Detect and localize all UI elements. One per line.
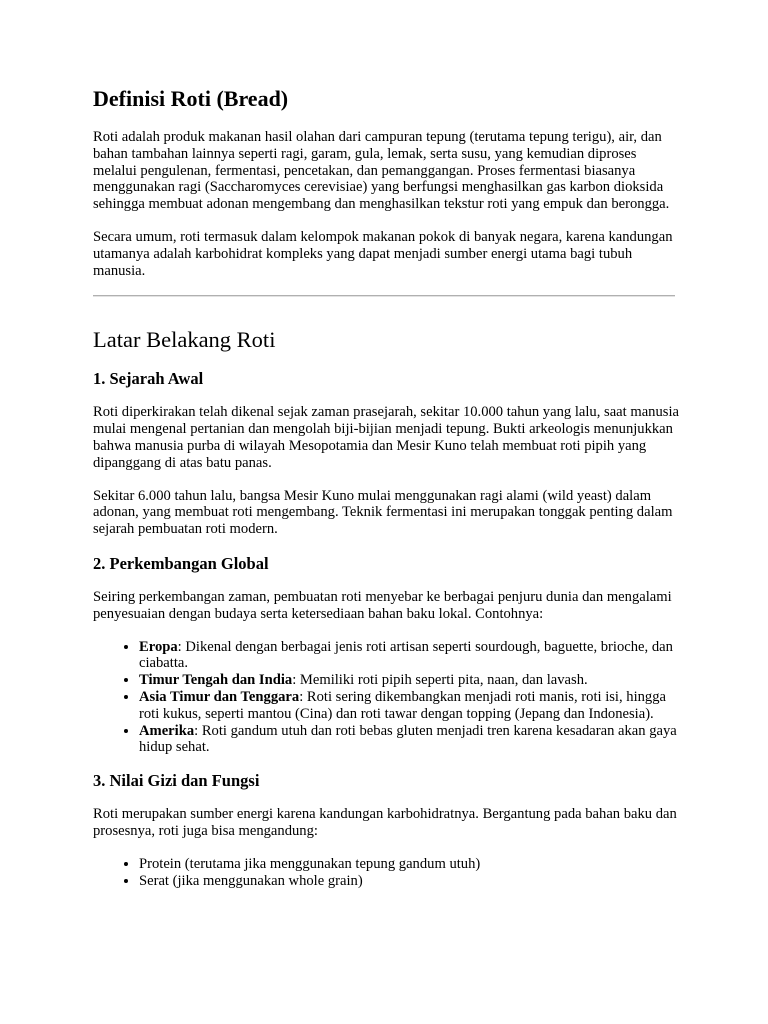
list-item [139, 672, 683, 689]
list-item-text: : Roti sering dikembangkan menjadi roti manis, roti isi, hingga roti kukus, seperti mantou (Cina) dan roti tawar dengan topping (Jepang dan Indonesia). [139, 688, 667, 722]
list-item-text: : Roti gandum utuh dan roti bebas gluten menjadi tren karena kesadaran akan gaya hidup sehat. [139, 722, 677, 756]
list-item-term: Asia Timur dan Tenggara [139, 688, 300, 705]
intro-paragraph-2: Secara umum, roti termasuk dalam kelompok makanan pokok di banyak negara, karena kandungan utamanya adalah karbohidrat kompleks yang dapat menjadi sumber energi utama bagi tubuh manusia. [93, 228, 673, 279]
list-item-term: Amerika [139, 722, 195, 739]
subsection-heading-sejarah: 1. Sejarah Awal [93, 369, 204, 389]
sejarah-paragraph-1: Roti diperkirakan telah dikenal sejak zaman prasejarah, sekitar 10.000 tahun yang lalu, saat manusia mulai mengenal pertanian dan mengolah biji-bijian menjadi tepung. Bukti arkeologis menunjukkan bahwa manusia purba di wilayah Mesopotamia dan Mesir Kuno telah membuat roti pipih yang dipanggang di atas batu panas. [93, 404, 679, 471]
nutrient-list [93, 856, 683, 890]
list-item [139, 723, 683, 757]
nilai-gizi-paragraph: Roti merupakan sumber energi karena kandungan karbohidratnya. Bergantung pada bahan baku dan prosesnya, roti juga bisa mengandung: [93, 806, 677, 839]
section-divider [93, 295, 675, 297]
list-item: • Protein (terutama jika menggunakan tepung gandum utuh) [139, 856, 683, 873]
intro-paragraph-1: Roti adalah produk makanan hasil olahan dari campuran tepung (terutama tepung terigu), air, dan bahan tambahan lainnya seperti ragi, garam, gula, lemak, serta susu, yang kemudian diproses melalui pengulenan, fermentasi, pencetakan, dan pemanggangan. Proses fermentasi biasanya menggunakan ragi (Saccharomyces cerevisiae) yang berfungsi menghasilkan gas karbon dioksida sehingga membuat adonan mengembang dan menghasilkan tekstur roti yang empuk dan berongga. [93, 129, 670, 213]
list-item-text: : Memiliki roti pipih seperti pita, naan, dan lavash. [292, 672, 588, 689]
section-heading: Latar Belakang Roti [93, 327, 276, 353]
region-list [93, 639, 683, 757]
document-page [93, 84, 683, 889]
perkembangan-paragraph: Seiring perkembangan zaman, pembuatan roti menyebar ke berbagai penjuru dunia dan mengalami penyesuaian dengan budaya serta ketersediaan bahan baku lokal. Contohnya: [93, 588, 672, 622]
subsection-heading-perkembangan: 2. Perkembangan Global [93, 553, 269, 573]
list-item-term: Eropa [139, 638, 178, 655]
list-item: • Serat (jika menggunakan whole grain) [139, 873, 683, 890]
list-item-term: Timur Tengah dan India [139, 672, 293, 689]
sejarah-paragraph-2: Sekitar 6.000 tahun lalu, bangsa Mesir Kuno mulai menggunakan ragi alami (wild yeast) dalam adonan, yang membuat roti mengembang. Teknik fermentasi ini merupakan tonggak penting dalam sejarah pembuatan roti modern. [93, 487, 673, 538]
list-item-text: : Dikenal dengan berbagai jenis roti artisan seperti sourdough, baguette, brioche, dan ciabatta. [139, 638, 673, 672]
subsection-heading-nilai-gizi: 3. Nilai Gizi dan Fungsi [93, 771, 260, 791]
list-item [139, 689, 683, 723]
list-item [139, 639, 683, 673]
page-title: Definisi Roti (Bread) [93, 86, 289, 111]
